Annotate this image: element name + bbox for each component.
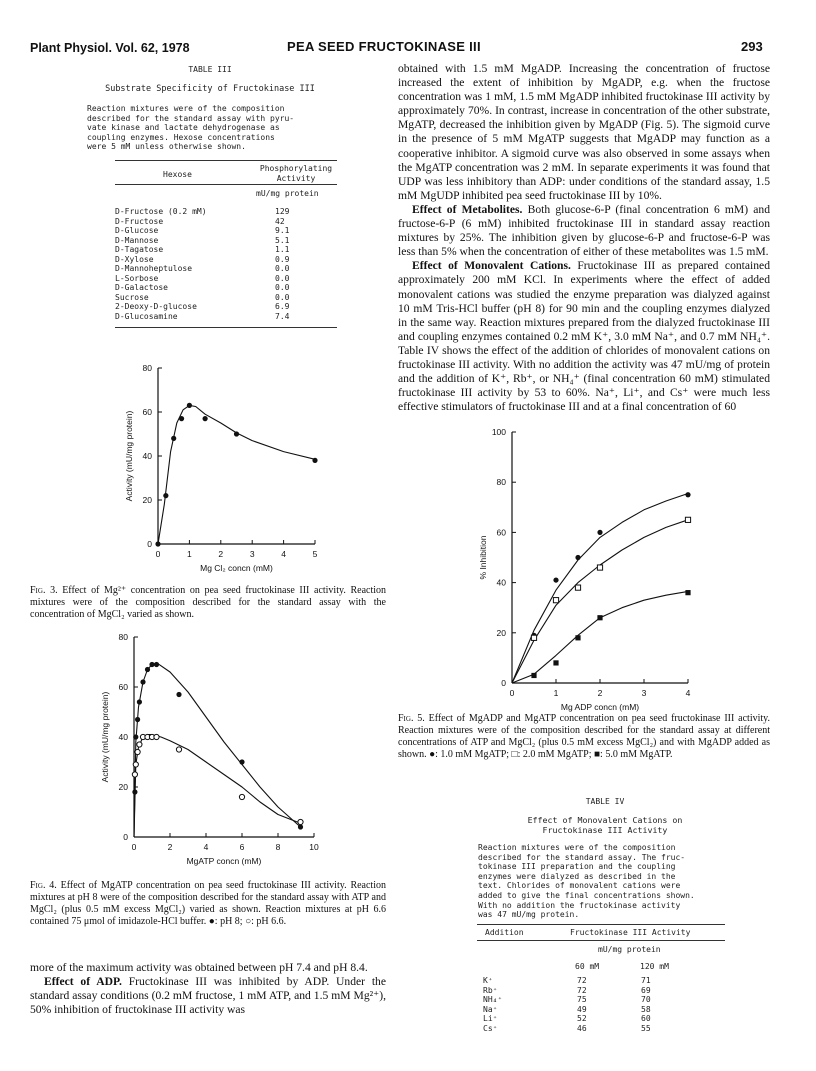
series-curve [158, 405, 315, 544]
activity-60mm: 72 [577, 985, 587, 995]
data-point [575, 635, 580, 640]
data-point [135, 749, 140, 754]
activity-120mm: 69 [641, 985, 651, 995]
series-curve [512, 591, 688, 683]
table-3-body [115, 207, 335, 321]
table-4-col-addition: Addition [485, 928, 524, 937]
table-row [115, 245, 335, 255]
table-row [115, 207, 335, 217]
y-tick-label: 80 [118, 632, 128, 642]
table-4-subtitle: Effect of Monovalent Cations on Fructokinase III Activity [527, 815, 683, 835]
metabolites-heading: Effect of Metabolites. [412, 202, 523, 216]
cation-name: Rb⁺ [483, 985, 498, 995]
cation-name: Li⁺ [483, 1014, 498, 1023]
y-tick-label: 100 [491, 427, 506, 437]
x-tick-label: 5 [312, 549, 318, 559]
data-point [171, 436, 176, 441]
left-continuation: more of the maximum activity was obtained between pH 7.4 and pH 8.4. [30, 961, 368, 974]
table-3-note: Reaction mixtures were of the composition described for the standard assay with pyru- vate kinase and lactate dehydrogenase as coupling enzymes. Hexose concentrations were 5 mM unless otherwise shown. [87, 104, 295, 152]
hexose-name: D-Fructose (0.2 mM) [115, 207, 207, 216]
hexose-name: L-Sorbose [115, 273, 159, 283]
monovalent-heading: Effect of Monovalent Cations. [412, 259, 571, 273]
hexose-name: D-Mannoheptulose [115, 264, 193, 273]
data-point [685, 590, 690, 595]
table-row [115, 255, 335, 265]
data-point [239, 759, 244, 764]
y-tick-label: 0 [123, 832, 128, 842]
activity-120mm: 60 [641, 1014, 651, 1023]
hexose-name: D-Tagatose [115, 245, 164, 254]
journal-citation: Plant Physiol. Vol. 62, 1978 [30, 41, 190, 55]
adp-heading: Effect of ADP. [44, 975, 122, 989]
table-row [483, 1014, 691, 1024]
table-row [115, 226, 335, 236]
table-row [115, 312, 335, 322]
y-tick-label: 60 [118, 682, 128, 692]
fig5-caption-text: Effect of MgADP and MgATP concentration on pea seed fructokinase III activity. Reaction mixtures were of the composition described for the standard assay at different concentrations of ATP and MgCl₂ (plus 0.5 mM excess MgCl₂) and with MgADP added as shown. ●: 1.0 mM MgATP; □: 2.0 mM MgATP; ■: 5.0 mM MgATP. [398, 713, 771, 760]
x-tick-label: 4 [203, 842, 209, 852]
y-tick-label: 0 [501, 678, 506, 688]
right-paragraph-1: obtained with 1.5 mM MgADP. Increasing the concentration of fructose increased the extent of inhibition by MgADP, e.g. when the fructose concentration was 1 mM, 1.5 mM MgADP inhibited fructokinase III activity by approximately 70%. In contrast, increase in concentration of the other substrate, MgATP, decreased the inhibition given by MgADP (Fig. 5). The sigmoid curve in the presence of 5 mM MgATP suggests that MgADP may function as a cooperative inhibitor. A sigmoid curve was also observed in some assays when the MgATP concentration was 2 mM. In separate experiments it was found that UDP was less inhibitory than ADP: under conditions of the standard assay, 1.5 mM MgUDP inhibited pea seed fructokinase III by 10%. [398, 62, 770, 202]
hexose-name: 2-Deoxy-D-glucose [115, 302, 197, 311]
activity-value: 42 [275, 216, 285, 226]
activity-60mm: 46 [577, 1023, 587, 1033]
activity-value: 7.4 [275, 311, 290, 321]
x-tick-label: 4 [281, 549, 286, 559]
data-point [137, 699, 142, 704]
y-tick-label: 60 [496, 527, 506, 538]
fig5-chart [460, 422, 720, 712]
y-axis-label: % Inhibition [478, 535, 488, 580]
data-point [203, 416, 208, 421]
fig5-caption-label: Fig. 5. [398, 713, 425, 724]
data-point [685, 517, 690, 522]
series-curve [512, 520, 688, 683]
data-point [145, 667, 150, 672]
data-point [187, 403, 192, 408]
table-row [483, 986, 691, 996]
data-point [132, 772, 137, 777]
table-3-col-hexose: Hexose [163, 170, 192, 179]
series-curve [134, 735, 301, 838]
activity-value: 0.9 [275, 254, 290, 264]
table-3-top-rule [115, 160, 337, 161]
table-4-body [483, 976, 691, 1033]
y-axis-label: Activity (mU/mg protein) [124, 410, 134, 502]
data-point [553, 577, 558, 582]
activity-120mm: 58 [641, 1004, 651, 1014]
table-3-title: TABLE III [188, 65, 232, 74]
data-point [155, 541, 160, 546]
hexose-name: Sucrose [115, 292, 149, 302]
x-axis-label: MgATP concn (mM) [186, 856, 262, 866]
data-point [135, 717, 140, 722]
table-3-subtitle: Substrate Specificity of Fructokinase III [105, 84, 315, 94]
table-4-units: mU/mg protein [598, 945, 661, 954]
activity-120mm: 70 [641, 995, 651, 1004]
data-point [597, 530, 602, 535]
table-row [115, 283, 335, 293]
fig3-chart [90, 358, 350, 580]
series-curve [134, 663, 301, 837]
y-tick-label: 80 [142, 363, 152, 373]
table-3-bottom-rule [115, 327, 337, 328]
data-point [137, 742, 142, 747]
table-4-sub-60: 60 mM [575, 962, 600, 971]
x-tick-label: 0 [509, 688, 515, 698]
data-point [298, 819, 303, 824]
table-3-units: mU/mg protein [256, 189, 319, 198]
table-row [115, 302, 335, 312]
y-tick-label: 0 [147, 539, 152, 549]
data-point [553, 660, 558, 665]
cation-name: NH₄⁺ [483, 995, 503, 1004]
data-point [531, 673, 536, 678]
activity-value: 0.0 [275, 264, 290, 273]
y-tick-label: 40 [496, 577, 506, 588]
x-tick-label: 1 [187, 549, 192, 559]
x-tick-label: 10 [309, 842, 319, 852]
table-row [483, 976, 691, 986]
table-4-col-activity: Fructokinase III Activity [570, 928, 691, 937]
cation-name: K⁺ [483, 976, 493, 985]
data-point [239, 794, 244, 799]
x-tick-label: 2 [597, 688, 603, 698]
x-tick-label: 2 [167, 842, 173, 852]
page-number: 293 [741, 39, 763, 54]
table-4-top-rule [477, 924, 725, 925]
activity-60mm: 52 [577, 1014, 587, 1023]
activity-value: 9.1 [275, 226, 290, 235]
data-point [176, 747, 181, 752]
hexose-name: D-Fructose [115, 216, 164, 226]
y-tick-label: 40 [118, 732, 128, 742]
activity-60mm: 72 [577, 976, 587, 985]
fig3-caption-text: Effect of Mg²⁺ concentration on pea seed fructokinase III activity. Reaction mixtures were of the composition described for the standard assay with the concentration of MgCl₂ varied as shown. [30, 585, 387, 620]
x-tick-label: 1 [553, 688, 559, 698]
data-point [531, 635, 536, 640]
adp-paragraph [30, 975, 386, 1017]
fig5-caption [398, 713, 770, 761]
cation-name: Cs⁺ [483, 1023, 498, 1033]
table-row [115, 293, 335, 303]
data-point [154, 662, 159, 667]
data-point [553, 598, 558, 603]
activity-value: 0.0 [275, 273, 290, 283]
y-tick-label: 80 [496, 477, 506, 488]
x-tick-label: 0 [131, 842, 137, 852]
metabolites-text: Both glucose-6-P (final concentration 6 mM) and fructose-6-P (6 mM) inhibited fructokinase III in standard assay reaction mixtures by 25%. The inhibition given by glucose-6-P and fructose-6-P was less than 5% when the concentration of either of these metabolites was 1.5 mM. [398, 202, 770, 259]
data-point [312, 458, 317, 463]
x-tick-label: 3 [641, 688, 647, 698]
x-tick-label: 3 [249, 549, 255, 559]
x-tick-label: 4 [685, 688, 691, 698]
data-point [149, 662, 154, 667]
table-4-title: TABLE IV [585, 797, 625, 806]
activity-value: 0.0 [275, 292, 290, 302]
x-axis-label: Mg ADP concn (mM) [560, 702, 640, 712]
table-3-col-activity: Phosphorylating Activity [259, 164, 333, 183]
monovalent-paragraph [398, 259, 770, 414]
activity-value: 6.9 [275, 302, 290, 311]
table-row [115, 264, 335, 274]
hexose-name: D-Xylose [115, 254, 154, 264]
fig3-caption [30, 585, 386, 621]
table-4-header-rule [477, 940, 725, 941]
data-point [179, 416, 184, 421]
fig4-caption [30, 880, 386, 928]
table-row [115, 274, 335, 284]
table-row [483, 995, 691, 1005]
y-tick-label: 20 [118, 782, 128, 792]
activity-value: 0.0 [275, 283, 290, 292]
activity-120mm: 71 [641, 976, 651, 985]
metabolites-paragraph [398, 203, 770, 259]
data-point [234, 431, 239, 436]
hexose-name: D-Glucosamine [115, 311, 178, 321]
data-point [133, 734, 138, 739]
x-tick-label: 8 [275, 842, 281, 852]
table-4-note: Reaction mixtures were of the composition described for the standard assay. The fruc- tokinase III preparation and the coupling enzymes were dialyzed as described in the text. Chlorides of monovalent cations were added to give the final concentrations shown. With no addition the fructokinase activity was 47 mU/mg protein. [478, 843, 695, 920]
data-point [133, 762, 138, 767]
y-tick-label: 40 [142, 451, 152, 461]
data-point [575, 555, 580, 560]
y-tick-label: 20 [142, 495, 152, 505]
table-row [115, 236, 335, 246]
y-tick-label: 20 [496, 627, 506, 638]
y-axis-label: Activity (mU/mg protein) [100, 691, 110, 783]
left-column-text [30, 961, 386, 1017]
hexose-name: D-Glucose [115, 226, 159, 235]
x-tick-label: 0 [155, 549, 161, 559]
activity-value: 5.1 [275, 235, 290, 245]
x-tick-label: 2 [218, 549, 224, 559]
series-curve [512, 494, 688, 684]
fig4-caption-label: Fig. 4. [30, 880, 57, 891]
activity-value: 129 [275, 207, 290, 216]
table-4-sub-120: 120 mM [640, 962, 669, 971]
data-point [176, 692, 181, 697]
data-point [597, 565, 602, 570]
table-3-header-rule [115, 184, 337, 185]
table-row [483, 1024, 691, 1034]
fig3-caption-label: Fig. 3. [30, 585, 58, 596]
data-point [685, 492, 690, 497]
right-column-text [398, 62, 770, 414]
activity-60mm: 75 [577, 995, 587, 1004]
adp-text: Fructokinase III was inhibited by ADP. Under the standard assay conditions (0.2 mM fructose, 1 mM ATP, and 1.5 mM Mg²⁺), 50% inhibition of fructokinase III activity was [30, 975, 386, 1017]
data-point [575, 585, 580, 590]
data-point [163, 493, 168, 498]
monovalent-text: Fructokinase III as prepared contained approximately 200 mM KCl. In experiments where the effect of added monovalent cations was studied the enzyme preparation was dialyzed against 10 mM Tris-HCl buffer (pH 8) for 90 min and the coupling enzymes dialyzed in the same way. Reaction mixtures prepared from the dialyzed fructokinase III and coupling enzymes contained 0.2 mM K⁺, 3.0 mM Na⁺, and 0.7 mM NH₄⁺. Table IV shows the effect of the addition of chlorides of monovalent cations on fructokinase III activity. With no addition the activity was 47 mU/mg of protein and the addition of K⁺, Rb⁺, or NH₄⁺ (final concentration 60 mM) stimulated fructokinase III activity by 53 to 60%. Na⁺, Li⁺, and Cs⁺ were much less effective stimulators of fructokinase III and at a final concentration of 60 [398, 259, 770, 414]
table-row [115, 217, 335, 227]
fig4-chart [90, 628, 350, 874]
data-point [298, 824, 303, 829]
hexose-name: D-Galactose [115, 283, 168, 292]
fig4-caption-text: Effect of MgATP concentration on pea seed fructokinase III activity. Reaction mixtures at pH 8 were of the composition described for the standard assay with ATP and MgCl₂ (plus 0.5 mM excess MgCl₂) varied as shown. Reaction mixtures at pH 6.6 contained 75 μmol of imidazole-HCl buffer. ●: pH 8; ○: pH 6.6. [30, 880, 386, 927]
cation-name: Na⁺ [483, 1004, 498, 1014]
y-tick-label: 60 [142, 407, 152, 417]
hexose-name: D-Mannose [115, 235, 159, 245]
data-point [140, 679, 145, 684]
running-title: PEA SEED FRUCTOKINASE III [287, 39, 481, 54]
table-3 [79, 65, 341, 152]
activity-120mm: 55 [641, 1023, 651, 1033]
activity-value: 1.1 [275, 245, 290, 254]
x-tick-label: 6 [239, 842, 245, 852]
data-point [597, 615, 602, 620]
activity-60mm: 49 [577, 1004, 587, 1014]
x-axis-label: Mg Cl₂ concn (mM) [200, 563, 273, 573]
table-row [483, 1005, 691, 1015]
data-point [154, 734, 159, 739]
